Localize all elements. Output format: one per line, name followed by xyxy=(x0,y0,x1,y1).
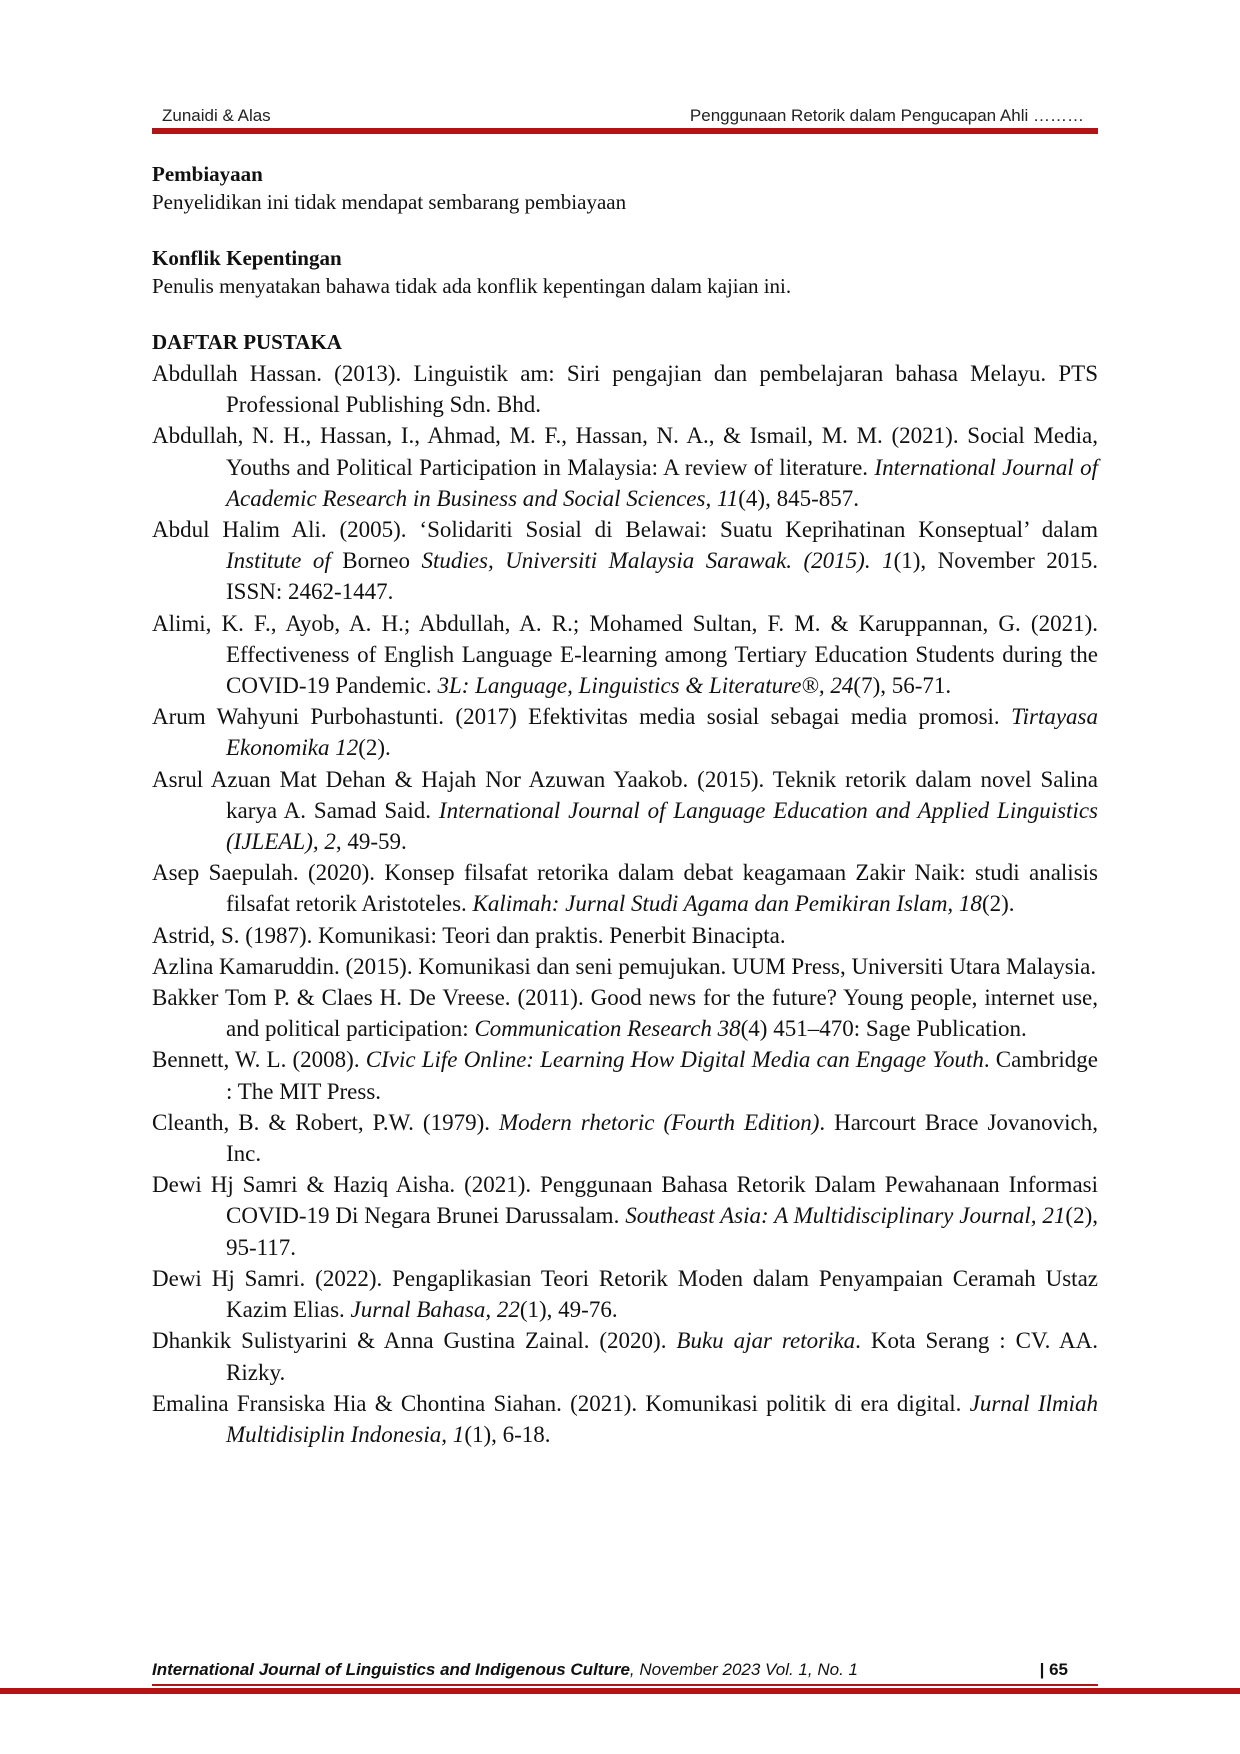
header-authors: Zunaidi & Alas xyxy=(162,106,271,125)
reference-text: (4) 451–470: Sage Publication. xyxy=(740,1016,1027,1042)
reference-text: . Cambridge : The MIT Press. xyxy=(226,1047,1098,1104)
reference-italic-text: Jurnal Ilmiah Multidisiplin Indonesia, 1 xyxy=(226,1390,1098,1447)
reference-text: Dhankik Sulistyarini & Anna Gustina Zainal. (2020). xyxy=(152,1328,677,1354)
footer-rule xyxy=(0,1688,1240,1694)
footer-journal-name: International Journal of Linguistics and Indigenous Culture xyxy=(152,1660,630,1679)
page-footer xyxy=(152,1660,1098,1686)
reference-text: Dewi Hj Samri & Haziq Aisha. (2021). Penggunaan Bahasa Retorik Dalam Pewahanaan Informasi COVID-19 Di Negara Brunei Darussalam. xyxy=(152,1172,1098,1229)
reference-item xyxy=(152,920,1098,951)
reference-item xyxy=(152,1263,1098,1325)
reference-italic-text: Modern rhetoric (Fourth Edition) xyxy=(498,1109,820,1135)
reference-text: Arum Wahyuni Purbohastunti. (2017) Efektivitas media sosial sebagai media promosi. xyxy=(152,704,1012,730)
reference-text: Abdul Halim Ali. (2005). ‘Solidariti Sosial di Belawai: Suatu Keprihatinan Konseptual’ dalam xyxy=(152,517,1098,543)
reference-list xyxy=(152,358,1098,1450)
reference-italic-text: International Journal of Language Education and Applied Linguistics (IJLEAL), 2 xyxy=(226,797,1098,855)
reference-text: Asep Saepulah. (2020). Konsep filsafat retorika dalam debat keagamaan Zakir Naik: studi analisis filsafat retorik Aristoteles. xyxy=(152,860,1098,917)
header-rule xyxy=(152,128,1098,134)
reference-item xyxy=(152,1325,1098,1387)
conflict-text: Penulis menyatakan bahawa tidak ada konflik kepentingan dalam kajian ini. xyxy=(152,274,792,298)
reference-text: (1), November 2015. ISSN: 2462-1447. xyxy=(226,548,1098,605)
reference-text: Borneo xyxy=(330,548,422,574)
reference-italic-text: Studies, Universiti Malaysia Sarawak. (2015). 1 xyxy=(421,548,894,574)
reference-text: , 49-59. xyxy=(335,829,407,855)
reference-text: Astrid, S. (1987). Komunikasi: Teori dan praktis. Penerbit Binacipta. xyxy=(152,922,786,948)
reference-italic-text: Buku ajar retorika xyxy=(676,1328,856,1354)
reference-item xyxy=(152,982,1098,1044)
reference-italic-text: Communication Research 38 xyxy=(474,1016,741,1042)
reference-italic-text: Southeast Asia: A Multidisciplinary Journal, 21 xyxy=(625,1203,1066,1229)
page-number: 65 xyxy=(1049,1660,1068,1679)
reference-italic-text: 3L: Language, Linguistics & Literature®, 24 xyxy=(437,673,854,699)
reference-text: . Kota Serang : CV. AA. Rizky. xyxy=(226,1328,1099,1385)
reference-text: Emalina Fransiska Hia & Chontina Siahan. (2021). Komunikasi politik di era digital. xyxy=(152,1390,970,1416)
reference-text: (7), 56-71. xyxy=(853,673,952,699)
page-number-block xyxy=(1040,1660,1068,1680)
reference-text: Cleanth, B. & Robert, P.W. (1979). xyxy=(152,1109,499,1135)
reference-text: (4), 845-857. xyxy=(738,485,859,511)
page-body xyxy=(152,160,1098,1450)
reference-item xyxy=(152,701,1098,763)
reference-item xyxy=(152,608,1098,702)
reference-text: (1), 49-76. xyxy=(519,1297,618,1323)
reference-text: (2). xyxy=(358,735,391,761)
reference-text: Abdullah Hassan. (2013). Linguistik am: Siri pengajian dan pembelajaran bahasa Melayu. PTS Professional Publishing Sdn. Bhd. xyxy=(152,361,1098,418)
reference-text: (2), 95-117. xyxy=(226,1203,1098,1260)
funding-text: Penyelidikan ini tidak mendapat sembarang pembiayaan xyxy=(152,190,627,214)
reference-item xyxy=(152,358,1098,420)
reference-item xyxy=(152,420,1098,514)
reference-item xyxy=(152,951,1098,982)
reference-text: (2). xyxy=(981,891,1015,917)
reference-item xyxy=(152,1388,1098,1450)
page-separator: | xyxy=(1039,1660,1045,1679)
reference-item xyxy=(152,857,1098,919)
footer-rule-thin xyxy=(152,1684,1098,1686)
reference-text: Asrul Azuan Mat Dehan & Hajah Nor Azuwan Yaakob. (2015). Teknik retorik dalam novel Salina karya A. Samad Said. xyxy=(152,766,1098,823)
reference-italic-text: Tirtayasa Ekonomika 12 xyxy=(226,704,1098,761)
conflict-heading: Konflik Kepentingan xyxy=(152,246,342,270)
reference-italic-text: Institute of xyxy=(226,548,331,574)
reference-text: Bakker Tom P. & Claes H. De Vreese. (2011). Good news for the future? Young people, internet use, and political participation: xyxy=(152,985,1098,1042)
reference-item xyxy=(152,1107,1098,1169)
reference-text: (1), 6-18. xyxy=(464,1421,551,1447)
reference-text: Azlina Kamaruddin. (2015). Komunikasi dan seni pemujukan. UUM Press, Universiti Utara Malaysia. xyxy=(152,953,1097,979)
funding-heading: Pembiayaan xyxy=(152,162,263,186)
reference-item xyxy=(152,1044,1098,1106)
reference-item xyxy=(152,514,1098,608)
footer-issue: , November 2023 Vol. 1, No. 1 xyxy=(629,1660,858,1679)
reference-italic-text: Kalimah: Jurnal Studi Agama dan Pemikiran Islam, 18 xyxy=(472,891,982,917)
reference-italic-text: International Journal of Academic Research in Business and Social Sciences, 11 xyxy=(226,454,1098,511)
reference-item xyxy=(152,764,1098,858)
header-running-title: Penggunaan Retorik dalam Pengucapan Ahli ……… xyxy=(689,106,1084,125)
reference-text: Bennett, W. L. (2008). xyxy=(152,1047,366,1073)
reference-italic-text: CIvic Life Online: Learning How Digital Media can Engage Youth xyxy=(365,1047,984,1073)
reference-italic-text: Jurnal Bahasa, 22 xyxy=(350,1297,520,1323)
reference-text: . Harcourt Brace Jovanovich, Inc. xyxy=(226,1109,1098,1167)
reference-item xyxy=(152,1169,1098,1263)
references-heading: DAFTAR PUSTAKA xyxy=(152,330,342,354)
reference-text: Alimi, K. F., Ayob, A. H.; Abdullah, A. R.; Mohamed Sultan, F. M. & Karuppannan, G. (2021). Effectiveness of English Language E-learning among Tertiary Education Students during the COVID-19 Pandemic. xyxy=(152,610,1098,699)
reference-text: Dewi Hj Samri. (2022). Pengaplikasian Teori Retorik Moden dalam Penyampaian Ceramah Ustaz Kazim Elias. xyxy=(152,1265,1098,1323)
reference-text: Abdullah, N. H., Hassan, I., Ahmad, M. F., Hassan, N. A., & Ismail, M. M. (2021). Social Media, Youths and Political Participation in Malaysia: A review of literature. xyxy=(152,423,1098,480)
